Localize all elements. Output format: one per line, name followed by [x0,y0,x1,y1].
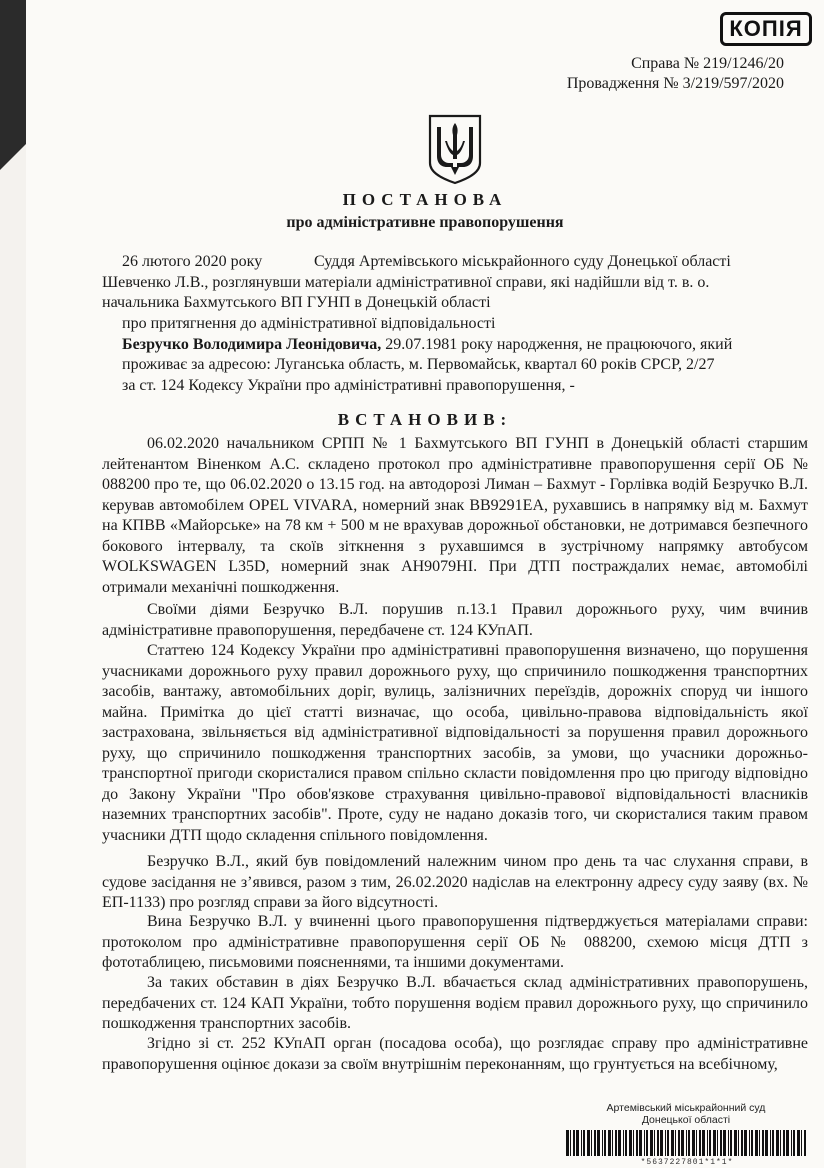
section-heading-established: ВСТАНОВИВ: [337,410,513,429]
barcode-bar [791,1130,792,1156]
barcode-bar [692,1130,695,1156]
court-stamp [562,1102,810,1126]
barcode-bar [667,1130,669,1156]
barcode-bar [730,1130,732,1156]
barcode-bar [797,1130,800,1156]
barcode-bar [583,1130,585,1156]
barcode-bar [604,1130,606,1156]
paragraph-evidence: Вина Безручко В.Л. у вчиненні цього правопорушення підтверджується матеріалами справи: протоколом про адміністративне правопорушення серії ОБ № 088200, схемою місця ДТП з фототаблицею, письмовими поясненнями, та іншими документами. [102,913,808,971]
barcode-bar [762,1130,764,1156]
barcode-bar [576,1130,579,1156]
intro-line-3: начальника Бахмутського ВП ГУНП в Донецькій області [102,294,491,311]
barcode-bar [675,1130,676,1156]
barcode-icon [566,1130,808,1156]
barcode-bar [681,1130,684,1156]
barcode-bar [793,1130,795,1156]
defendant-name: Безручко Володимира Леонідовича, [122,336,382,353]
barcode-bar [786,1130,789,1156]
document-subtitle: про адміністративне правопорушення [286,214,564,231]
barcode-bar [594,1130,596,1156]
barcode-bar [707,1130,708,1156]
barcode-bar [751,1130,753,1156]
paragraph-article-124: Статтею 124 Кодексу України про адміністративні правопорушення визначено, що порушення учасниками дорожнього руху правил дорожнього руху, що спричинило пошкодження транспортних засобів, вантажу, автомобільних доріг, вулиць, залізничних переїздів, дорожніх споруд чи іншого майна. Примітка до цієї статті визначає, що особа, цивільно-правова відповідальність якої застрахована, звільняється від адміністративної відповідальності за порушення правил дорожнього руху, що спричинило пошкодження транспортних засобів, за умови, що учасники дорожньо-транспортної пригоди скористалися правом спільно скласти повідомлення про цю пригоду відповідно до Закону України "Про обов'язкове страхування цивільно-правової відповідальності власників наземних транспортних засобів". Проте, суду не надано доказів того, чи скористалися таким правом учасники ДТП щодо складення спільного повідомлення. [102,642,808,844]
document-page [26,0,824,1168]
barcode-bar [801,1130,802,1156]
barcode-bar [717,1130,718,1156]
barcode-bar [709,1130,711,1156]
barcode-bar [688,1130,690,1156]
barcode-bar [650,1130,653,1156]
barcode-bar [573,1130,575,1156]
barcode-bar [723,1130,726,1156]
barcode-bar [566,1130,569,1156]
barcode-bar [570,1130,571,1156]
intro-line-4: про притягнення до адміністративної відповідальності [122,315,496,332]
barcode-bar [734,1130,737,1156]
paragraph-article-252: Згідно зі ст. 252 КУпАП орган (посадова особа), що розглядає справу про адміністративне правопорушення оцінює докази за своїм внутрішнім переконанням, що грунтується на всебічному, [102,1035,808,1073]
document-title: ПОСТАНОВА [342,190,508,209]
paragraph-protocol: 06.02.2020 начальником СРПП № 1 Бахмутського ВП ГУНП в Донецькій області старшим лейтенантом Віненком А.С. складено протокол про адміністративне правопорушення серії ОБ № 088200 про те, що 06.02.2020 о 13.15 год. на автодорозі Лиман – Бахмут - Горлівка водій Безручко В.Л. керував автомобілем OPEL VIVARA, номерний знак ВВ9291ЕА, рухавшись в напрямку від м. Бахмут на КПВВ «Майорське» на 78 км + 500 м не врахував дорожньої обстановки, не дотримався безпечного бокового інтервалу, та скоїв зіткнення з рухавшимся в зустрічному напрямку автобусом WOLKSWAGEN L35D, номерний знак АН9079НІ. При ДТП постраждалих немає, автомобілі отримали механічні пошкодження. [102,435,808,596]
barcode-bar [639,1130,642,1156]
intro-line-7: за ст. 124 Кодексу України про адміністративні правопорушення, - [122,377,575,394]
barcode-bar [765,1130,768,1156]
barcode-bar [780,1130,781,1156]
intro-date: 26 лютого 2020 року [122,253,263,270]
trident-emblem-icon [427,113,483,185]
barcode-bar [713,1130,716,1156]
barcode-bar [657,1130,659,1156]
barcode-bar [696,1130,697,1156]
intro-line-1: Суддя Артемівського міськрайонного суду Донецької області [314,253,731,270]
barcode-bar [633,1130,634,1156]
barcode-bar [804,1130,806,1156]
barcode-bar [686,1130,687,1156]
barcode-bar [629,1130,632,1156]
case-number: Справа № 219/1246/20 [631,55,784,72]
barcode-number: *5637227801*1*1* [640,1158,734,1167]
paragraph-violation: Своїми діями Безручко В.Л. порушив п.13.1 Правил дорожнього руху, чим вчинив адміністративне правопорушення, передбачене ст. 124 КУпАП. [102,601,808,639]
barcode-bar [749,1130,750,1156]
barcode-bar [623,1130,624,1156]
barcode-bar [720,1130,722,1156]
barcode-bar [602,1130,603,1156]
barcode-bar [644,1130,645,1156]
barcode-bar [702,1130,705,1156]
barcode-bar [587,1130,590,1156]
intro-line-2: Шевченко Л.В., розглянувши матеріали адміністративної справи, які надійшли від т. в. о. [102,274,710,291]
barcode-bar [581,1130,582,1156]
paragraph-absence: Безручко В.Л., який був повідомлений належним чином про день та час слухання справи, в судове засідання не з’явився, разом з тим, 26.02.2020 надіслав на електронну адресу суду заяву (вх. № ЕП-1133) про розгляд справи за його відсутності. [102,853,808,911]
intro-line-5 [122,335,732,355]
barcode-bar [660,1130,663,1156]
court-stamp-line-1: Артемівський міськрайонний суд [606,1102,766,1114]
paragraph-conclusion: За таких обставин в діях Безручко В.Л. вбачається склад адміністративних правопорушень, передбачених ст. 124 КАП України, тобто порушення водієм правил дорожнього руху, що спричинило пошкодження транспортних засобів. [102,974,808,1032]
intro-line-6: проживає за адресою: Луганська область, м. Первомайськ, квартал 60 років СРСР, 2/27 [122,356,715,373]
barcode-bar [671,1130,674,1156]
copy-stamp: КОПІЯ [720,12,812,46]
barcode-bar [728,1130,729,1156]
barcode-bar [615,1130,617,1156]
barcode-bar [597,1130,600,1156]
barcode-bar [646,1130,648,1156]
barcode-bar [699,1130,701,1156]
barcode-bar [618,1130,621,1156]
defendant-details: 29.07.1981 року народження, не працюючого, який [381,336,733,353]
barcode-bar [744,1130,747,1156]
barcode-bar [608,1130,611,1156]
barcode-bar [591,1130,592,1156]
barcode-bar [738,1130,739,1156]
barcode-bar [759,1130,760,1156]
barcode-bar [772,1130,774,1156]
barcode-bar [741,1130,743,1156]
proceeding-number: Провадження № 3/219/597/2020 [566,75,784,92]
barcode-bar [665,1130,666,1156]
barcode-bar [783,1130,785,1156]
barcode-bar [612,1130,613,1156]
case-header [567,54,784,94]
barcode-bar [755,1130,758,1156]
barcode-bar [770,1130,771,1156]
court-stamp-line-2: Донецької області [641,1114,731,1126]
barcode-bar [654,1130,655,1156]
barcode-bar [625,1130,627,1156]
barcode-bar [776,1130,779,1156]
barcode-bar [678,1130,680,1156]
barcode-bar [636,1130,638,1156]
